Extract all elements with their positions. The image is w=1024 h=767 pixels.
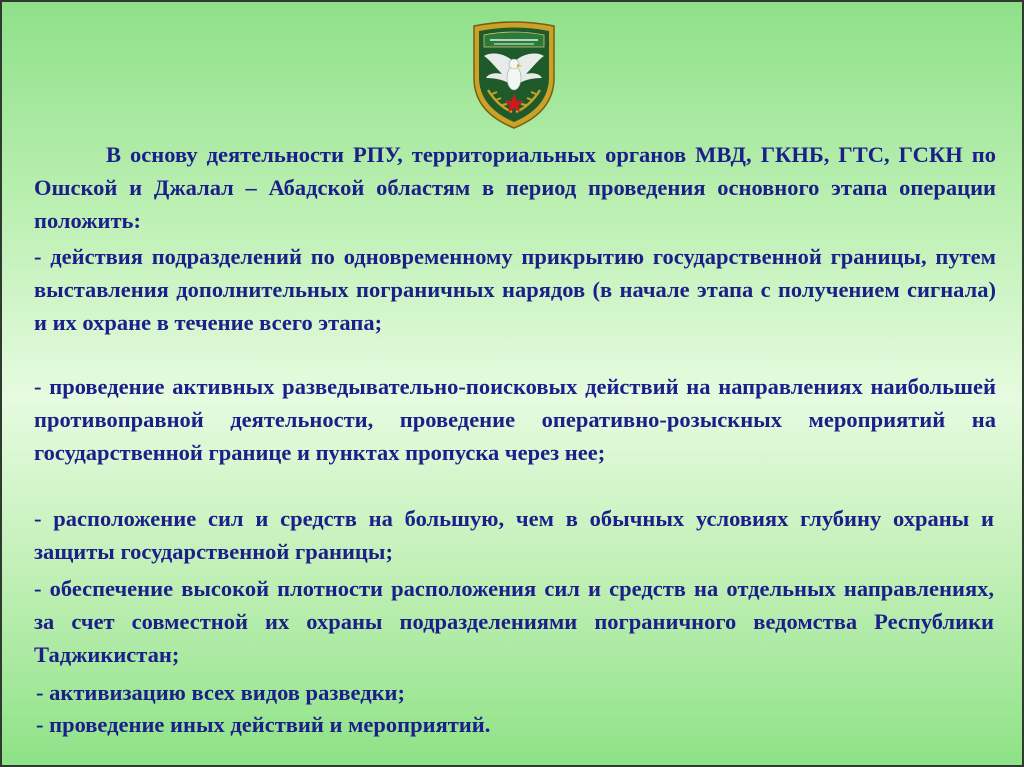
bullet-reconnaissance: - проведение активных разведывательно-поисковых действий на направлениях наибольшей противоправной деятельности, проведение оперативно-розыскных мероприятий на государственной границе и пунктах пропуска через нее; xyxy=(34,374,996,465)
border-guard-emblem-icon xyxy=(468,20,560,132)
intro-paragraph: В основу деятельности РПУ, территориальных органов МВД, ГКНБ, ГТС, ГСКН по Ошской и Джалал – Абадской областям в период проведения основного этапа операции положить: xyxy=(34,142,996,233)
bullet-border-cover: - действия подразделений по одновременному прикрытию государственной границы, путем выставления дополнительных пограничных нарядов (в начале этапа с получением сигнала) и их охране в течение всего этапа; xyxy=(34,244,996,335)
bullet-density: - обеспечение высокой плотности расположения сил и средств на отдельных направлениях, за счет совместной их охраны подразделениями пограничного ведомства Республики Таджикистан; xyxy=(34,576,994,667)
bullet-other-actions: - проведение иных действий и мероприятий. xyxy=(36,712,491,737)
bullet-forces-depth: - расположение сил и средств на большую, чем в обычных условиях глубину охраны и защиты государственной границы; xyxy=(34,506,994,564)
emblem-graphic xyxy=(468,20,560,132)
bullet-intelligence: - активизацию всех видов разведки; xyxy=(36,680,406,705)
